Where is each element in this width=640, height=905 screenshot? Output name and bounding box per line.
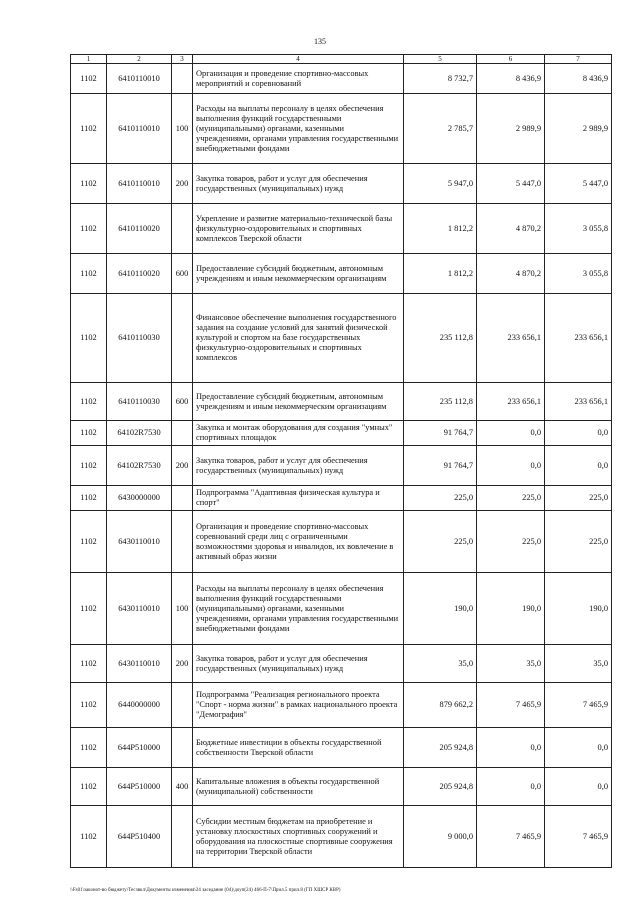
- amount-year3-cell: 3 055,8: [545, 254, 612, 294]
- amount-year1-cell: 5 947,0: [404, 164, 477, 204]
- razdel-cell: 1102: [71, 486, 107, 511]
- column-number: 6: [477, 55, 545, 64]
- amount-year3-cell: 0,0: [545, 728, 612, 768]
- amount-year1-cell: 2 785,7: [404, 94, 477, 164]
- razdel-cell: 1102: [71, 768, 107, 806]
- razdel-cell: 1102: [71, 806, 107, 868]
- expense-type-cell: 600: [172, 383, 193, 421]
- expense-type-cell: 200: [172, 446, 193, 486]
- name-cell: Закупка товаров, работ и услуг для обеспечения государственных (муниципальных) нужд: [193, 446, 404, 486]
- name-cell: Расходы на выплаты персоналу в целях обеспечения выполнения функций государственными (муниципальными) органами, казенными учреждениями, органами управления государственными внебюджетными фондами: [193, 94, 404, 164]
- expense-type-cell: [172, 204, 193, 254]
- name-cell: Закупка товаров, работ и услуг для обеспечения государственных (муниципальных) нужд: [193, 645, 404, 683]
- table-row: [71, 768, 612, 806]
- expense-type-cell: [172, 683, 193, 728]
- table-row: [71, 645, 612, 683]
- amount-year1-cell: 1 812,2: [404, 254, 477, 294]
- budget-table: [70, 54, 612, 868]
- amount-year3-cell: 0,0: [545, 421, 612, 446]
- amount-year2-cell: 0,0: [477, 446, 545, 486]
- razdel-cell: 1102: [71, 383, 107, 421]
- amount-year1-cell: 8 732,7: [404, 64, 477, 94]
- column-number: 5: [404, 55, 477, 64]
- razdel-cell: 1102: [71, 64, 107, 94]
- target-article-cell: 64102R7530: [107, 421, 172, 446]
- table-row: [71, 294, 612, 383]
- amount-year2-cell: 7 465,9: [477, 806, 545, 868]
- expense-type-cell: [172, 294, 193, 383]
- amount-year2-cell: 233 656,1: [477, 294, 545, 383]
- razdel-cell: 1102: [71, 446, 107, 486]
- name-cell: Субсидии местным бюджетам на приобретение и установку плоскостных спортивных сооружений и оборудования на плоскостные спортивные сооружения на территории Тверской области: [193, 806, 404, 868]
- target-article-cell: 64102R7530: [107, 446, 172, 486]
- amount-year1-cell: 205 924,8: [404, 728, 477, 768]
- name-cell: Предоставление субсидий бюджетным, автономным учреждениям и иным некоммерческим организациям: [193, 254, 404, 294]
- table-row: [71, 383, 612, 421]
- column-number: 2: [107, 55, 172, 64]
- expense-type-cell: [172, 806, 193, 868]
- name-cell: Закупка товаров, работ и услуг для обеспечения государственных (муниципальных) нужд: [193, 164, 404, 204]
- expense-type-cell: 100: [172, 573, 193, 645]
- table-row: [71, 511, 612, 573]
- amount-year3-cell: 7 465,9: [545, 683, 612, 728]
- table-row: [71, 164, 612, 204]
- target-article-cell: 644P510000: [107, 768, 172, 806]
- expense-type-cell: 200: [172, 164, 193, 204]
- amount-year3-cell: 35,0: [545, 645, 612, 683]
- amount-year3-cell: 225,0: [545, 486, 612, 511]
- table-row: [71, 486, 612, 511]
- name-cell: Бюджетные инвестиции в объекты государственной собственности Тверской области: [193, 728, 404, 768]
- table-row: [71, 446, 612, 486]
- amount-year2-cell: 8 436,9: [477, 64, 545, 94]
- target-article-cell: 6430000000: [107, 486, 172, 511]
- target-article-cell: 6430110010: [107, 645, 172, 683]
- amount-year2-cell: 5 447,0: [477, 164, 545, 204]
- amount-year3-cell: 5 447,0: [545, 164, 612, 204]
- amount-year3-cell: 3 055,8: [545, 204, 612, 254]
- amount-year3-cell: 233 656,1: [545, 294, 612, 383]
- name-cell: Подпрограмма "Адаптивная физическая культура и спорт": [193, 486, 404, 511]
- table-row: [71, 204, 612, 254]
- table-row: [71, 254, 612, 294]
- target-article-cell: 6410110030: [107, 294, 172, 383]
- expense-type-cell: [172, 64, 193, 94]
- expense-type-cell: 600: [172, 254, 193, 294]
- name-cell: Капитальные вложения в объекты государственной (муниципальной) собственности: [193, 768, 404, 806]
- expense-type-cell: [172, 421, 193, 446]
- target-article-cell: 644P510000: [107, 728, 172, 768]
- amount-year1-cell: 9 000,0: [404, 806, 477, 868]
- name-cell: Расходы на выплаты персоналу в целях обеспечения выполнения функций государственными (муниципальными) органами, казенными учреждениями, органами управления государственными внебюджетными фондами: [193, 573, 404, 645]
- column-number: 3: [172, 55, 193, 64]
- target-article-cell: 6430110010: [107, 573, 172, 645]
- razdel-cell: 1102: [71, 421, 107, 446]
- razdel-cell: 1102: [71, 204, 107, 254]
- amount-year2-cell: 0,0: [477, 421, 545, 446]
- table-row: [71, 94, 612, 164]
- amount-year2-cell: 2 989,9: [477, 94, 545, 164]
- amount-year2-cell: 225,0: [477, 511, 545, 573]
- amount-year3-cell: 225,0: [545, 511, 612, 573]
- amount-year1-cell: 235 112,8: [404, 294, 477, 383]
- table-row: [71, 683, 612, 728]
- amount-year2-cell: 7 465,9: [477, 683, 545, 728]
- column-number-row: [71, 55, 612, 64]
- amount-year2-cell: 35,0: [477, 645, 545, 683]
- amount-year2-cell: 4 870,2: [477, 204, 545, 254]
- amount-year1-cell: 225,0: [404, 511, 477, 573]
- name-cell: Предоставление субсидий бюджетным, автономным учреждениям и иным некоммерческим организациям: [193, 383, 404, 421]
- footer-file-path: \\Fs01\законот-во бюджету\Тесзвкл\Документы изменения\24 заседание (04)\доуп(24) 466-П-7\Прил.5 прил.8 (ГП ХШСР КВР): [70, 888, 341, 893]
- amount-year2-cell: 190,0: [477, 573, 545, 645]
- amount-year3-cell: 7 465,9: [545, 806, 612, 868]
- razdel-cell: 1102: [71, 683, 107, 728]
- table-row: [71, 64, 612, 94]
- amount-year3-cell: 0,0: [545, 768, 612, 806]
- amount-year2-cell: 225,0: [477, 486, 545, 511]
- column-number: 4: [193, 55, 404, 64]
- expense-type-cell: [172, 511, 193, 573]
- amount-year1-cell: 235 112,8: [404, 383, 477, 421]
- expense-type-cell: [172, 486, 193, 511]
- target-article-cell: 6440000000: [107, 683, 172, 728]
- amount-year1-cell: 190,0: [404, 573, 477, 645]
- table-row: [71, 806, 612, 868]
- target-article-cell: 6410110020: [107, 254, 172, 294]
- amount-year3-cell: 0,0: [545, 446, 612, 486]
- amount-year1-cell: 205 924,8: [404, 768, 477, 806]
- razdel-cell: 1102: [71, 164, 107, 204]
- razdel-cell: 1102: [71, 645, 107, 683]
- razdel-cell: 1102: [71, 728, 107, 768]
- amount-year1-cell: 91 764,7: [404, 421, 477, 446]
- amount-year1-cell: 91 764,7: [404, 446, 477, 486]
- column-number: 1: [71, 55, 107, 64]
- table-row: [71, 421, 612, 446]
- table-row: [71, 573, 612, 645]
- name-cell: Закупка и монтаж оборудования для создания "умных" спортивных площадок: [193, 421, 404, 446]
- expense-type-cell: 400: [172, 768, 193, 806]
- razdel-cell: 1102: [71, 511, 107, 573]
- target-article-cell: 6410110010: [107, 64, 172, 94]
- name-cell: Укрепление и развитие материально-технической базы физкультурно-оздоровительных и спортивных комплексов Тверской области: [193, 204, 404, 254]
- amount-year1-cell: 1 812,2: [404, 204, 477, 254]
- amount-year2-cell: 233 656,1: [477, 383, 545, 421]
- target-article-cell: 6430110010: [107, 511, 172, 573]
- name-cell: Организация и проведение спортивно-массовых мероприятий и соревнований: [193, 64, 404, 94]
- amount-year2-cell: 0,0: [477, 768, 545, 806]
- amount-year3-cell: 8 436,9: [545, 64, 612, 94]
- table-row: [71, 728, 612, 768]
- amount-year2-cell: 4 870,2: [477, 254, 545, 294]
- name-cell: Финансовое обеспечение выполнения государственного задания на создание условий для занятий физической культурой и спортом на базе государственных физкультурно-оздоровительных и спортивных комплексов: [193, 294, 404, 383]
- amount-year1-cell: 225,0: [404, 486, 477, 511]
- amount-year2-cell: 0,0: [477, 728, 545, 768]
- target-article-cell: 644P510400: [107, 806, 172, 868]
- name-cell: Организация и проведение спортивно-массовых соревнований среди лиц с ограниченными возможностями здоровья и инвалидов, их вовлечение в активный образ жизни: [193, 511, 404, 573]
- amount-year1-cell: 879 662,2: [404, 683, 477, 728]
- target-article-cell: 6410110010: [107, 94, 172, 164]
- page-number: 135: [314, 37, 326, 46]
- name-cell: Подпрограмма "Реализация регионального проекта "Спорт - норма жизни" в рамках национального проекта "Демография": [193, 683, 404, 728]
- target-article-cell: 6410110020: [107, 204, 172, 254]
- razdel-cell: 1102: [71, 294, 107, 383]
- razdel-cell: 1102: [71, 573, 107, 645]
- amount-year3-cell: 190,0: [545, 573, 612, 645]
- amount-year3-cell: 233 656,1: [545, 383, 612, 421]
- amount-year1-cell: 35,0: [404, 645, 477, 683]
- expense-type-cell: 200: [172, 645, 193, 683]
- expense-type-cell: [172, 728, 193, 768]
- target-article-cell: 6410110030: [107, 383, 172, 421]
- expense-type-cell: 100: [172, 94, 193, 164]
- razdel-cell: 1102: [71, 254, 107, 294]
- target-article-cell: 6410110010: [107, 164, 172, 204]
- amount-year3-cell: 2 989,9: [545, 94, 612, 164]
- column-number: 7: [545, 55, 612, 64]
- razdel-cell: 1102: [71, 94, 107, 164]
